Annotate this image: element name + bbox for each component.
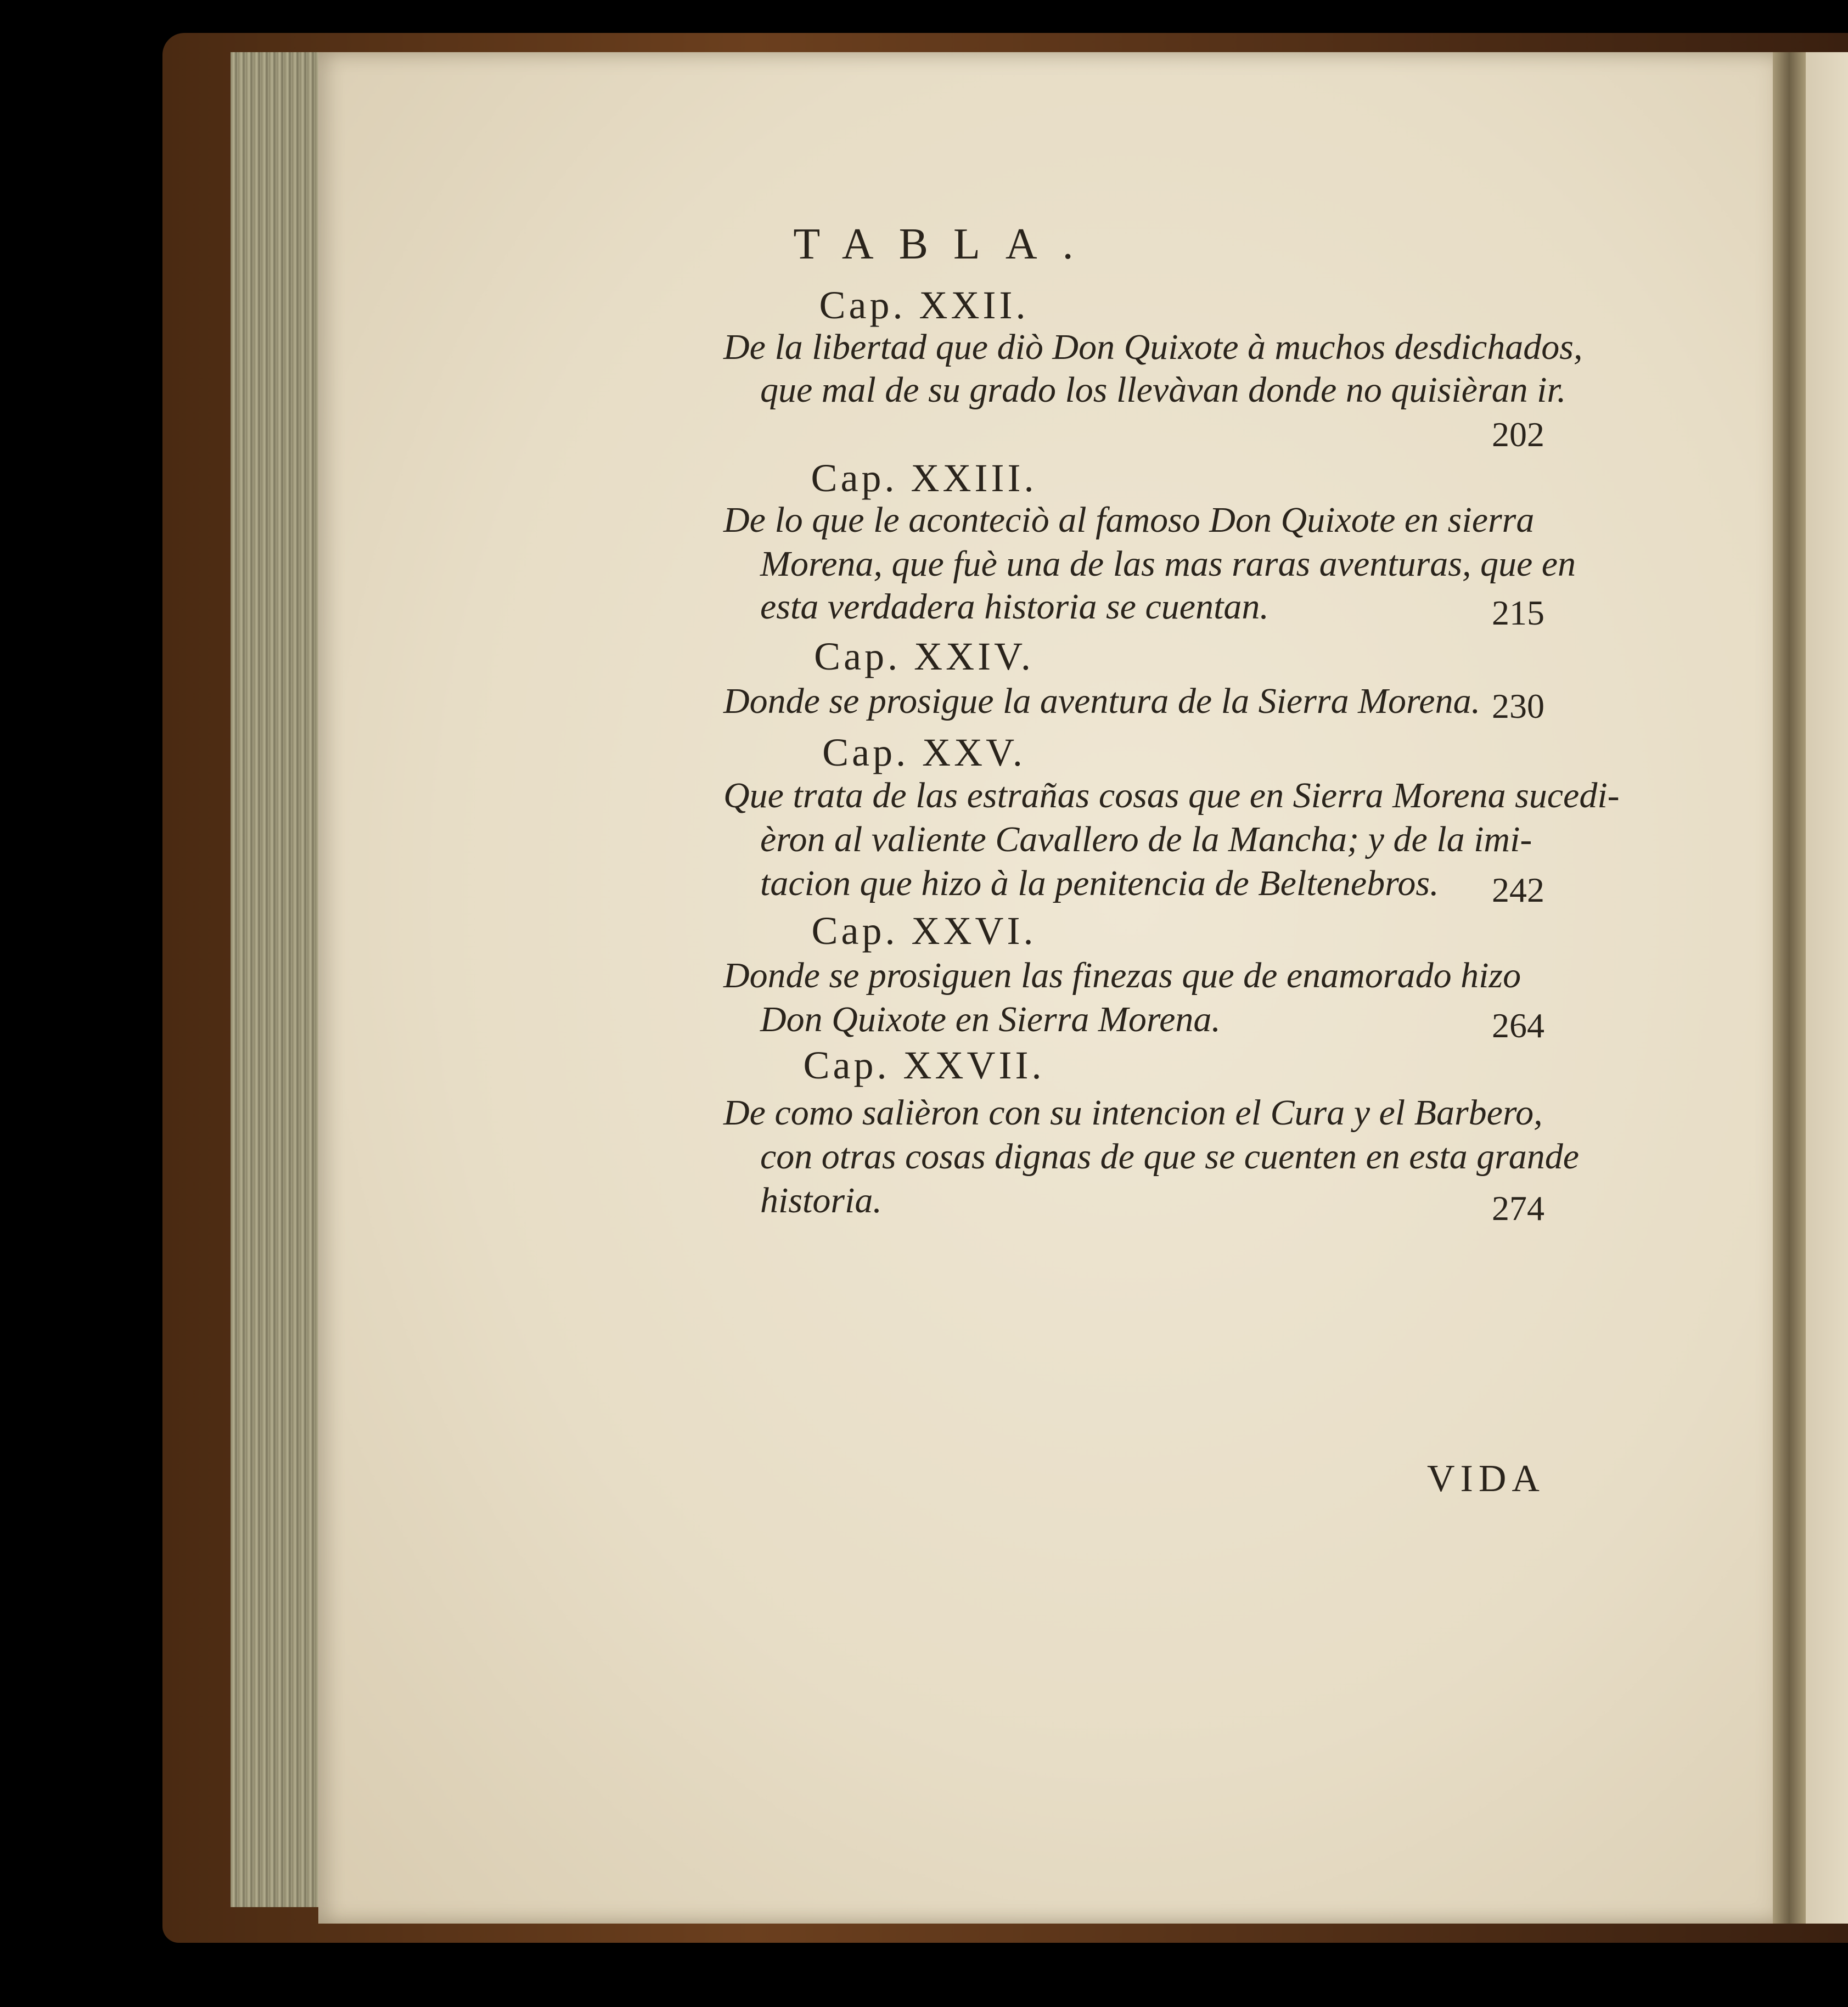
chapter-heading: Cap. XXIII. [811,456,1037,500]
entry-line: èron al valiente Cavallero de la Mancha; y de la imi- [760,819,1532,859]
entry-line: De como salièron con su intencion el Cura y el Barbero, [723,1093,1543,1133]
book-gutter [1773,52,1806,1924]
catchword: VIDA [1427,1458,1545,1500]
page-number: 242 [1492,870,1544,909]
chapter-heading: Cap. XXIV. [814,634,1034,678]
entry-line: Que trata de las estrañas cosas que en Sierra Morena sucedi- [723,775,1620,816]
entry-line: Morena, que fuè una de las mas raras aventuras, que en [760,544,1576,584]
entry-line: esta verdadera historia se cuentan. [760,587,1269,627]
page-number: 202 [1492,415,1544,454]
entry-line: que mal de su grado los llevàvan donde no quisièran ir. [760,370,1566,410]
page-header: TABLA. [793,220,1099,268]
entry-line: tacion que hizo à la penitencia de Beltenebros. [760,863,1439,903]
page-number: 274 [1492,1189,1544,1228]
page-number: 215 [1492,593,1544,632]
page-number: 264 [1492,1006,1544,1045]
chapter-heading: Cap. XXII. [819,283,1029,327]
page-number: 230 [1492,687,1544,726]
right-page-edge [1806,52,1848,1924]
entry-line: Don Quixote en Sierra Morena. [760,999,1221,1039]
chapter-heading: Cap. XXVII. [803,1043,1045,1087]
chapter-heading: Cap. XXV. [822,730,1026,774]
entry-line: Donde se prosiguen las finezas que de enamorado hizo [723,955,1521,996]
entry-line: historia. [760,1180,882,1221]
entry-line: De lo que le aconteciò al famoso Don Quixote en sierra [723,500,1535,540]
page-edges [231,52,329,1907]
entry-line: Donde se prosigue la aventura de la Sierra Morena. [723,681,1481,721]
chapter-heading: Cap. XXVI. [811,909,1037,953]
entry-line: De la libertad que diò Don Quixote à muchos desdichados, [723,327,1583,367]
entry-line: con otras cosas dignas de que se cuenten en esta grande [760,1137,1580,1177]
